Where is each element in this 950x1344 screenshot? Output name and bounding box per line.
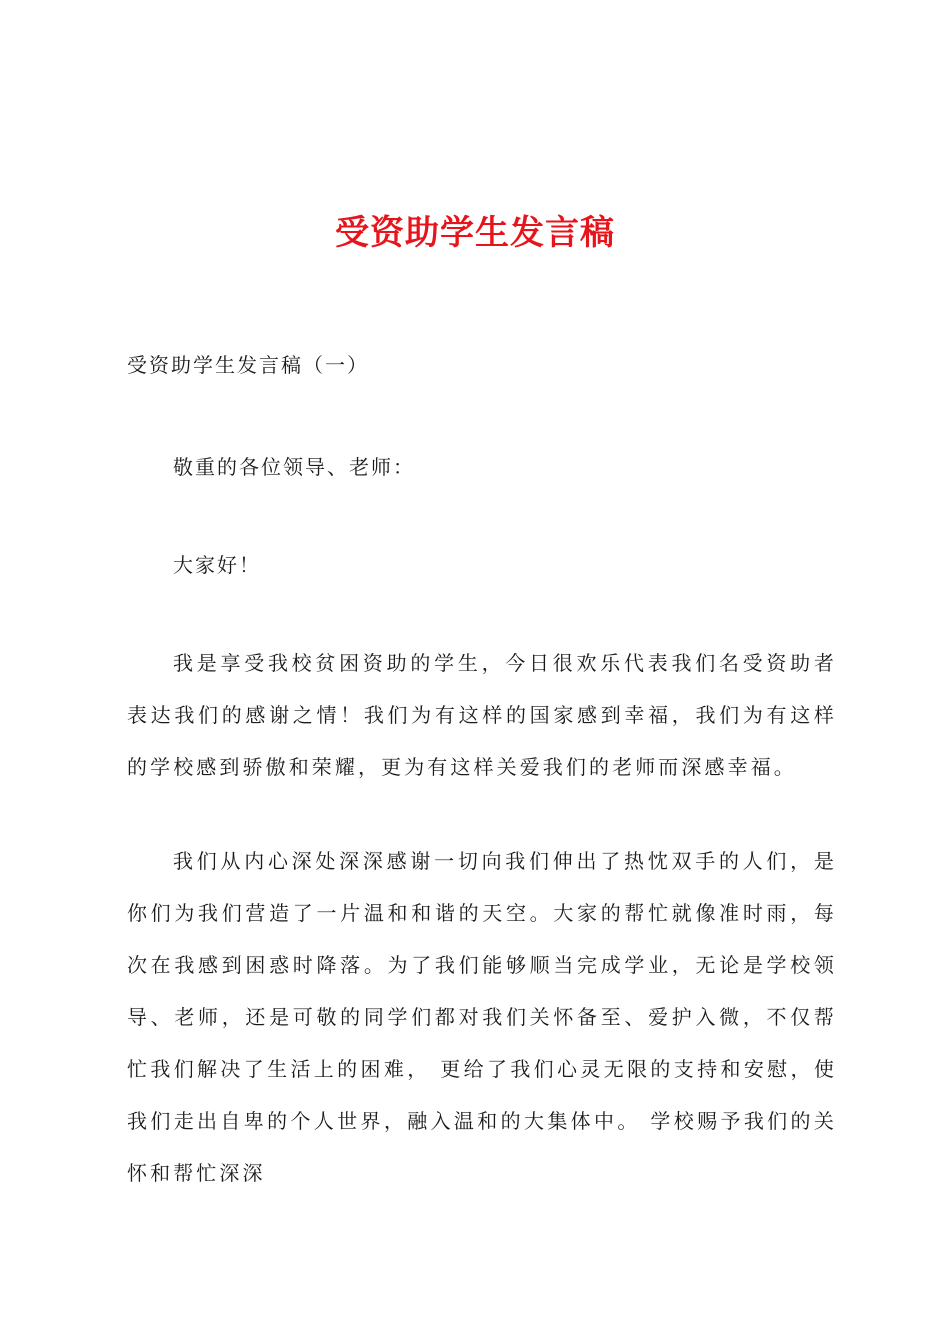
body-paragraph: 我们从内心深处深深感谢一切向我们伸出了热忱双手的人们，是你们为我们营造了一片温和和谐的天空。大家的帮忙就像准时雨，每次在我感到困惑时降落。为了我们能够顺当完成学业，无论是学校领导、老师，还是可敬的同学们都对我们关怀备至、爱护入微，不仅帮忙我们解决了生活上的困难， 更给了我们心灵无限的支持和安慰，使我们走出自卑的个人世界，融入温和的大集体中。 学校赐予我们的关怀和帮忙深深 xyxy=(127,849,837,1185)
body-paragraph: 我是享受我校贫困资助的学生，今日很欢乐代表我们名受资助者表达我们的感谢之情！我们为有这样的国家感到幸福，我们为有这样的学校感到骄傲和荣耀，更为有这样关爱我们的老师而深感幸福。 xyxy=(127,651,837,779)
salutation: 敬重的各位领导、老师： xyxy=(173,455,415,479)
document-title: 受资助学生发言稿 xyxy=(335,213,615,253)
greeting: 大家好！ xyxy=(173,553,261,577)
section-subtitle: 受资助学生发言稿（一） xyxy=(127,353,369,377)
